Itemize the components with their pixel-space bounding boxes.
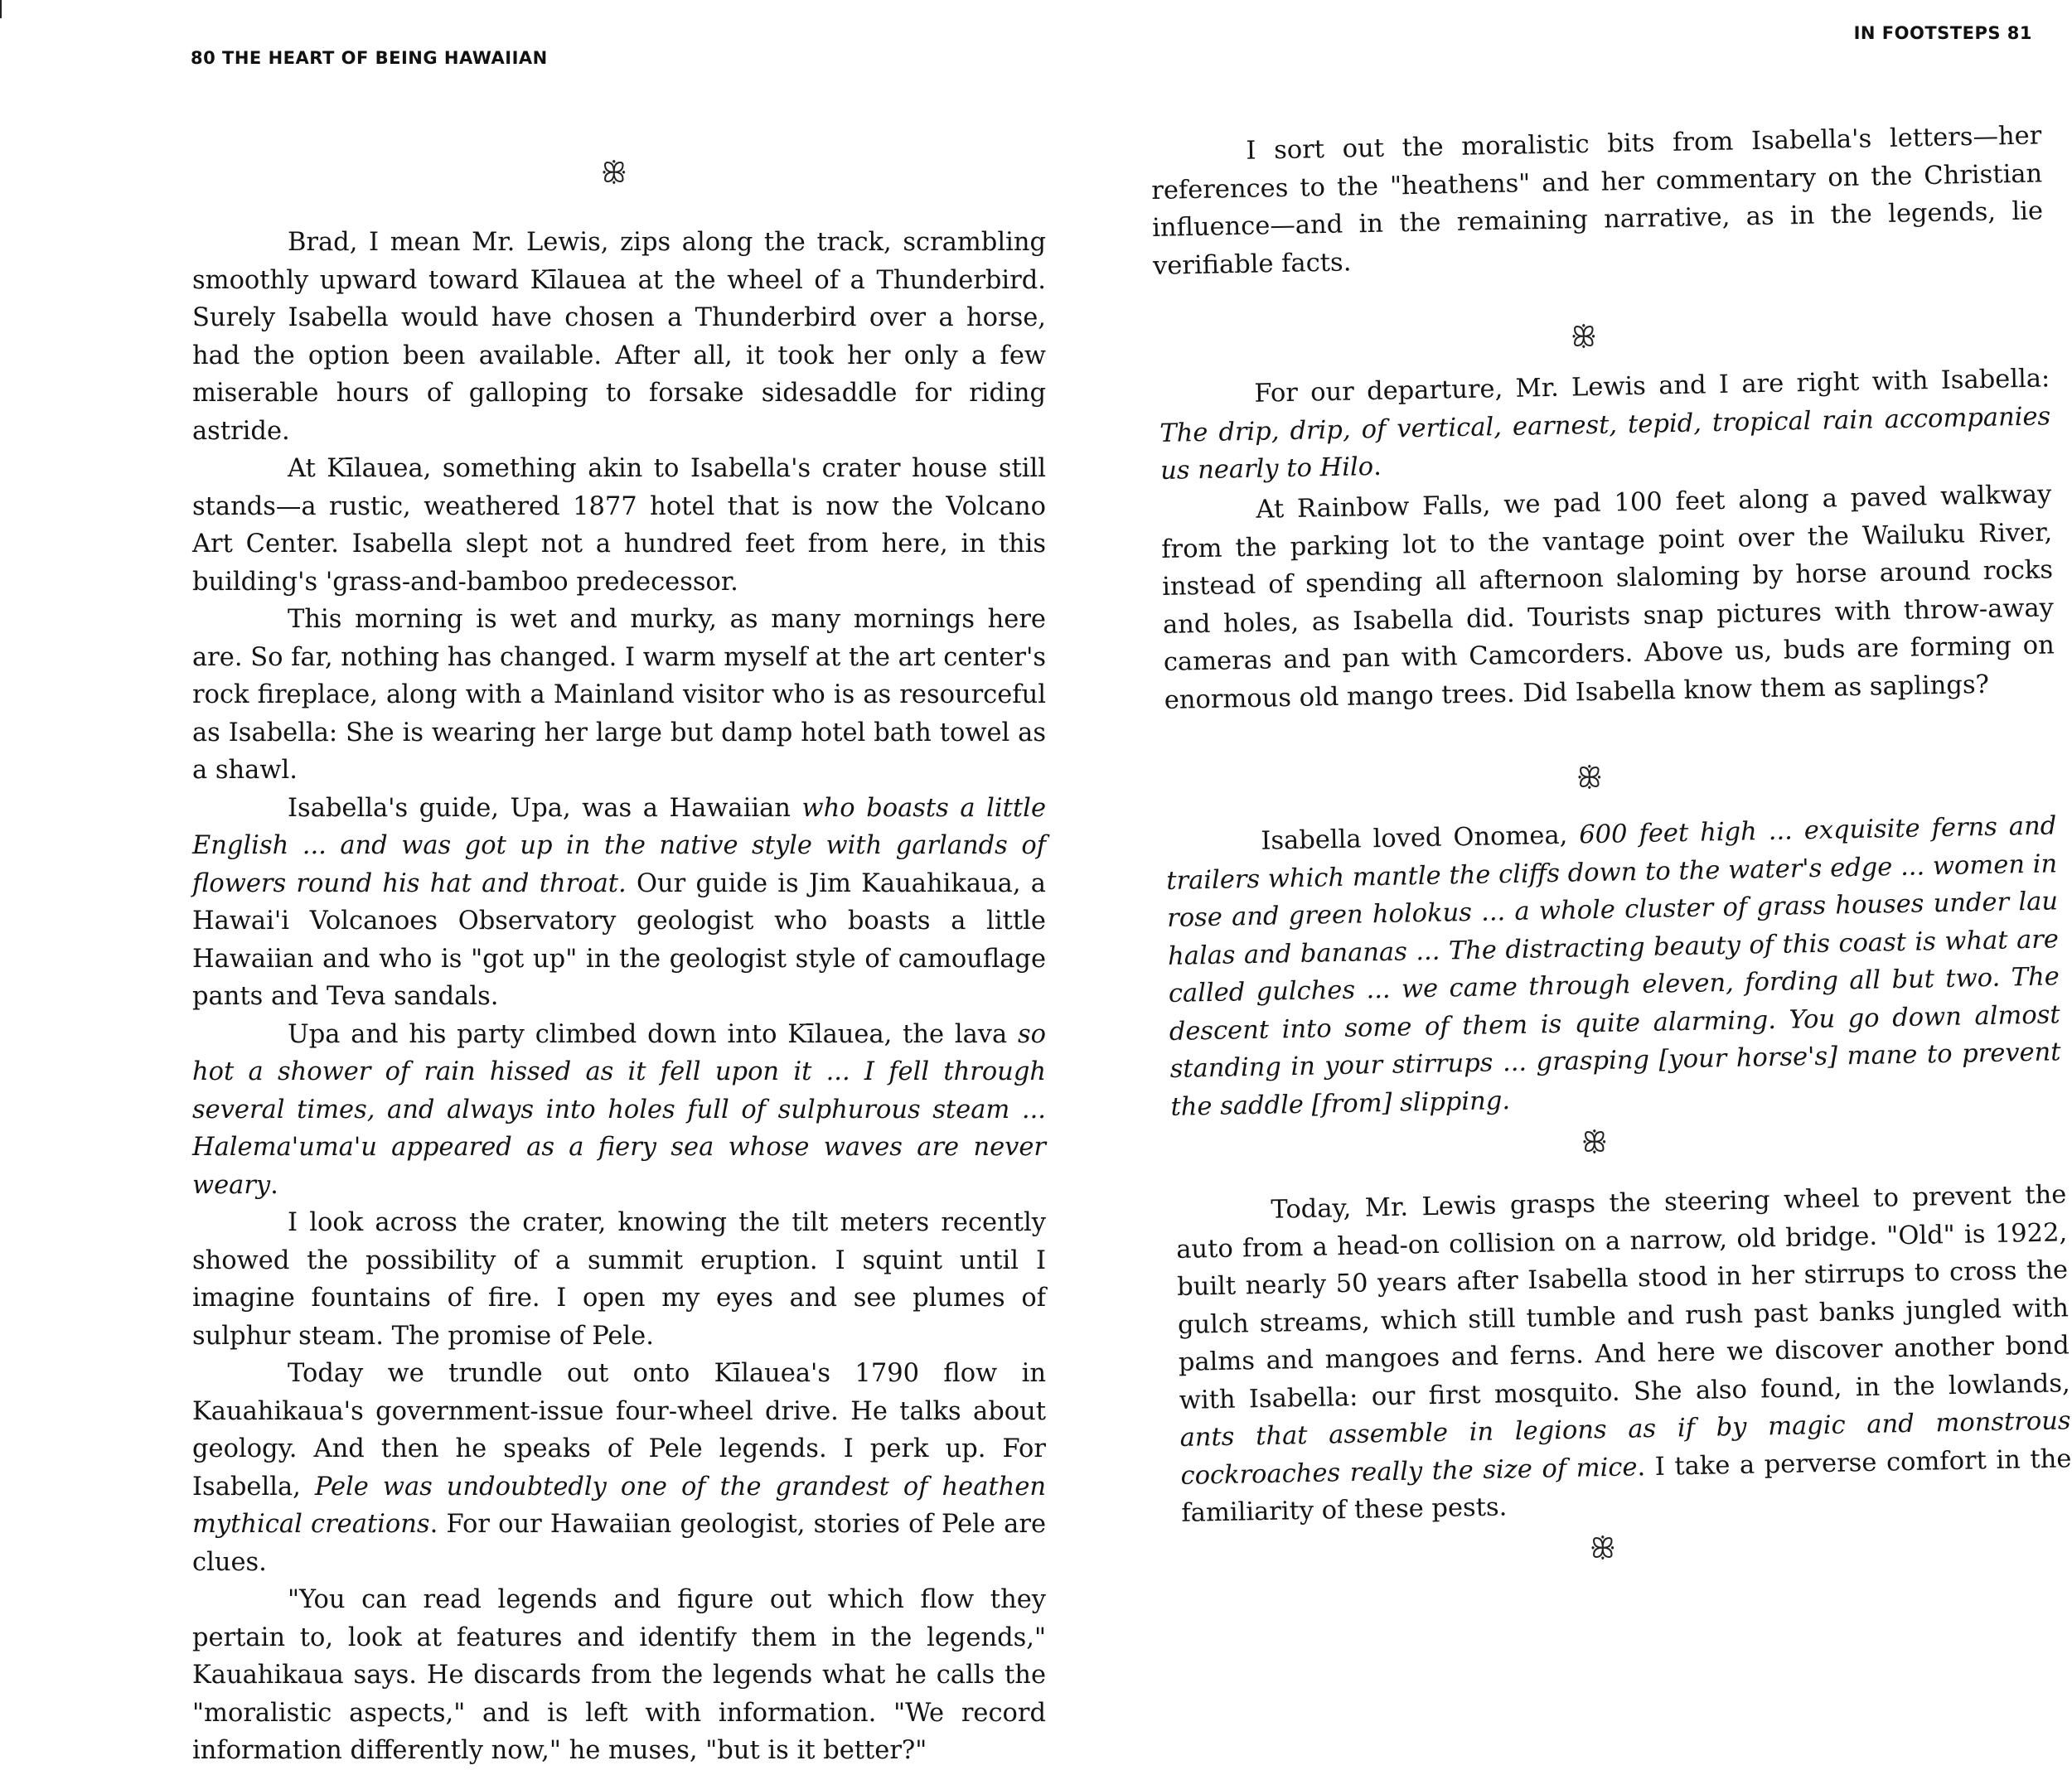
section-ornament-icon: ꕥ — [1576, 762, 1603, 795]
right-running-head: IN FOOTSTEPS 81 — [1853, 23, 2032, 43]
paragraph-1790-flow: Today we trundle out onto Kīlauea's 1790 flow in Kauahikaua's government-issue four-wheel drive. He talks about geology. And then he speaks of Pele legends. I perk up. For Isabella, Pele was undoubtedly one of the grandest of heathen mythical creations. For our Hawaiian geologist, stories of Pele are clues. — [192, 1359, 1047, 1577]
right-top-text — [1150, 117, 2044, 285]
right-departure-text — [1159, 360, 2051, 490]
paragraph-thunderbird: Brad, I mean Mr. Lewis, zips along the track, scrambling smoothly upward toward Kīlauea at the wheel of a Thunderbird. Surely Isabella would have chosen a Thunderbird over a horse, had the option been available. After all, it took her only a few miserable hours of galloping to forsake sidesaddle for riding astride. — [192, 228, 1046, 446]
paragraph-lava: Upa and his party climbed down into Kīlauea, the lava so hot a shower of rain hissed as it fell upon it ... I fell through several times, and always into holes full of sulphurous steam ... Halema'uma'u appeared as a fiery sea whose waves are never weary. — [192, 1019, 1046, 1200]
paragraph-crater-house: At Kīlauea, something akin to Isabella's crater house still stands—a rustic, weathered 1877 hotel that is now the Volcano Art Center. Isabella slept not a hundred feet from here, in this building's 'grass-and-bamboo predecessor. — [192, 454, 1046, 597]
section-ornament-icon: ꕥ — [1590, 1532, 1616, 1565]
paragraph-rainbow-falls: At Rainbow Falls, we pad 100 feet along a paved walkway from the parking lot to the vantage point over the Wailuku River, instead of spending all afternoon slaloming by horse around rocks and holes, as Isabella did. Tourists snap pictures with throw-away cameras and pan with Camcorders. Above us, buds are forming on enormous old mango trees. Did Isabella know them as saplings? — [1160, 480, 2055, 715]
section-ornament-icon: ꕥ — [601, 157, 627, 190]
paragraph-moralistic-bits: I sort out the moralistic bits from Isabella's letters—her references to the "heathens" and her commentary on the Christian influence—and in the remaining narrative, as in the legends, lie verifiable facts. — [1150, 121, 2044, 281]
paragraph-wet-morning: This morning is wet and murky, as many mornings here are. So far, nothing has changed. I warm myself at the art center's rock fireplace, along with a Mainland visitor who is as resourceful as Isabella: She is wearing her large but damp hotel bath towel as a shawl. — [192, 605, 1047, 785]
paragraph-legends-quote: "You can read legends and figure out which flow they pertain to, look at features and identify them in the legends," Kauahikaua says. He discards from the legends what he calls the "moralistic aspects," and is left with information. "We record information differently now," he muses, "but is it better?" — [192, 1585, 1046, 1765]
right-rainbow-text — [1160, 476, 2055, 719]
paragraph-onomea: Isabella loved Onomea, 600 feet high ... exquisite ferns and trailers which mantle the cliffs down to the water's edge ... women in rose and green holokus ... a whole cluster of grass houses under lau halas and bananas ... The distracting beauty of this coast is what are called gulches ... we came through eleven, fording all but two. The descent into some of them is quite alarming. You go down almost standing in your stirrups ... grasping [your horse's] mane to prevent the saddle [from] slipping. — [1165, 811, 2061, 1122]
paragraph-bridge: Today, Mr. Lewis grasps the steering wheel to prevent the auto from a head-on collision on a narrow, old bridge. "Old" is 1922, built nearly 50 years after Isabella stood in her stirrups to cross the gulch streams, which still tumble and rush past banks jungled with palms and mangoes and ferns. And here we discover another bond with Isabella: our first mosquito. She also found, in the lowlands, ants that assemble in legions as if by magic and monstrous cockroaches really the size of mice. I take a perverse comfort in the familiarity of these pests. — [1175, 1180, 2072, 1528]
paragraph-guide-upa: Isabella's guide, Upa, was a Hawaiian who boasts a little English ... and was got up in the native style with garlands of flowers round his hat and throat. Our guide is Jim Kauahikaua, a Hawai'i Volcanoes Observatory geologist who boasts a little Hawaiian and who is "got up" in the geologist style of camouflage pants and Teva sandals. — [192, 793, 1046, 1011]
section-ornament-icon: ꕥ — [1571, 321, 1597, 354]
left-body-text — [192, 224, 1046, 1770]
paragraph-crater-view: I look across the crater, knowing the tilt meters recently showed the possibility of a summit eruption. I squint until I imagine fountains of fire. I open my eyes and see plumes of sulphur steam. The promise of Pele. — [192, 1208, 1046, 1351]
left-running-head: 80 THE HEART OF BEING HAWAIIAN — [191, 48, 548, 68]
right-page — [1111, 0, 2072, 1601]
right-onomea-text — [1165, 807, 2062, 1126]
section-ornament-icon: ꕥ — [1581, 1126, 1608, 1159]
paragraph-departure: For our departure, Mr. Lewis and I are right with Isabella: The drip, drip, of vertical, earnest, tepid, tropical rain accompanies us nearly to Hilo. — [1159, 364, 2051, 486]
right-today-text — [1175, 1176, 2072, 1532]
